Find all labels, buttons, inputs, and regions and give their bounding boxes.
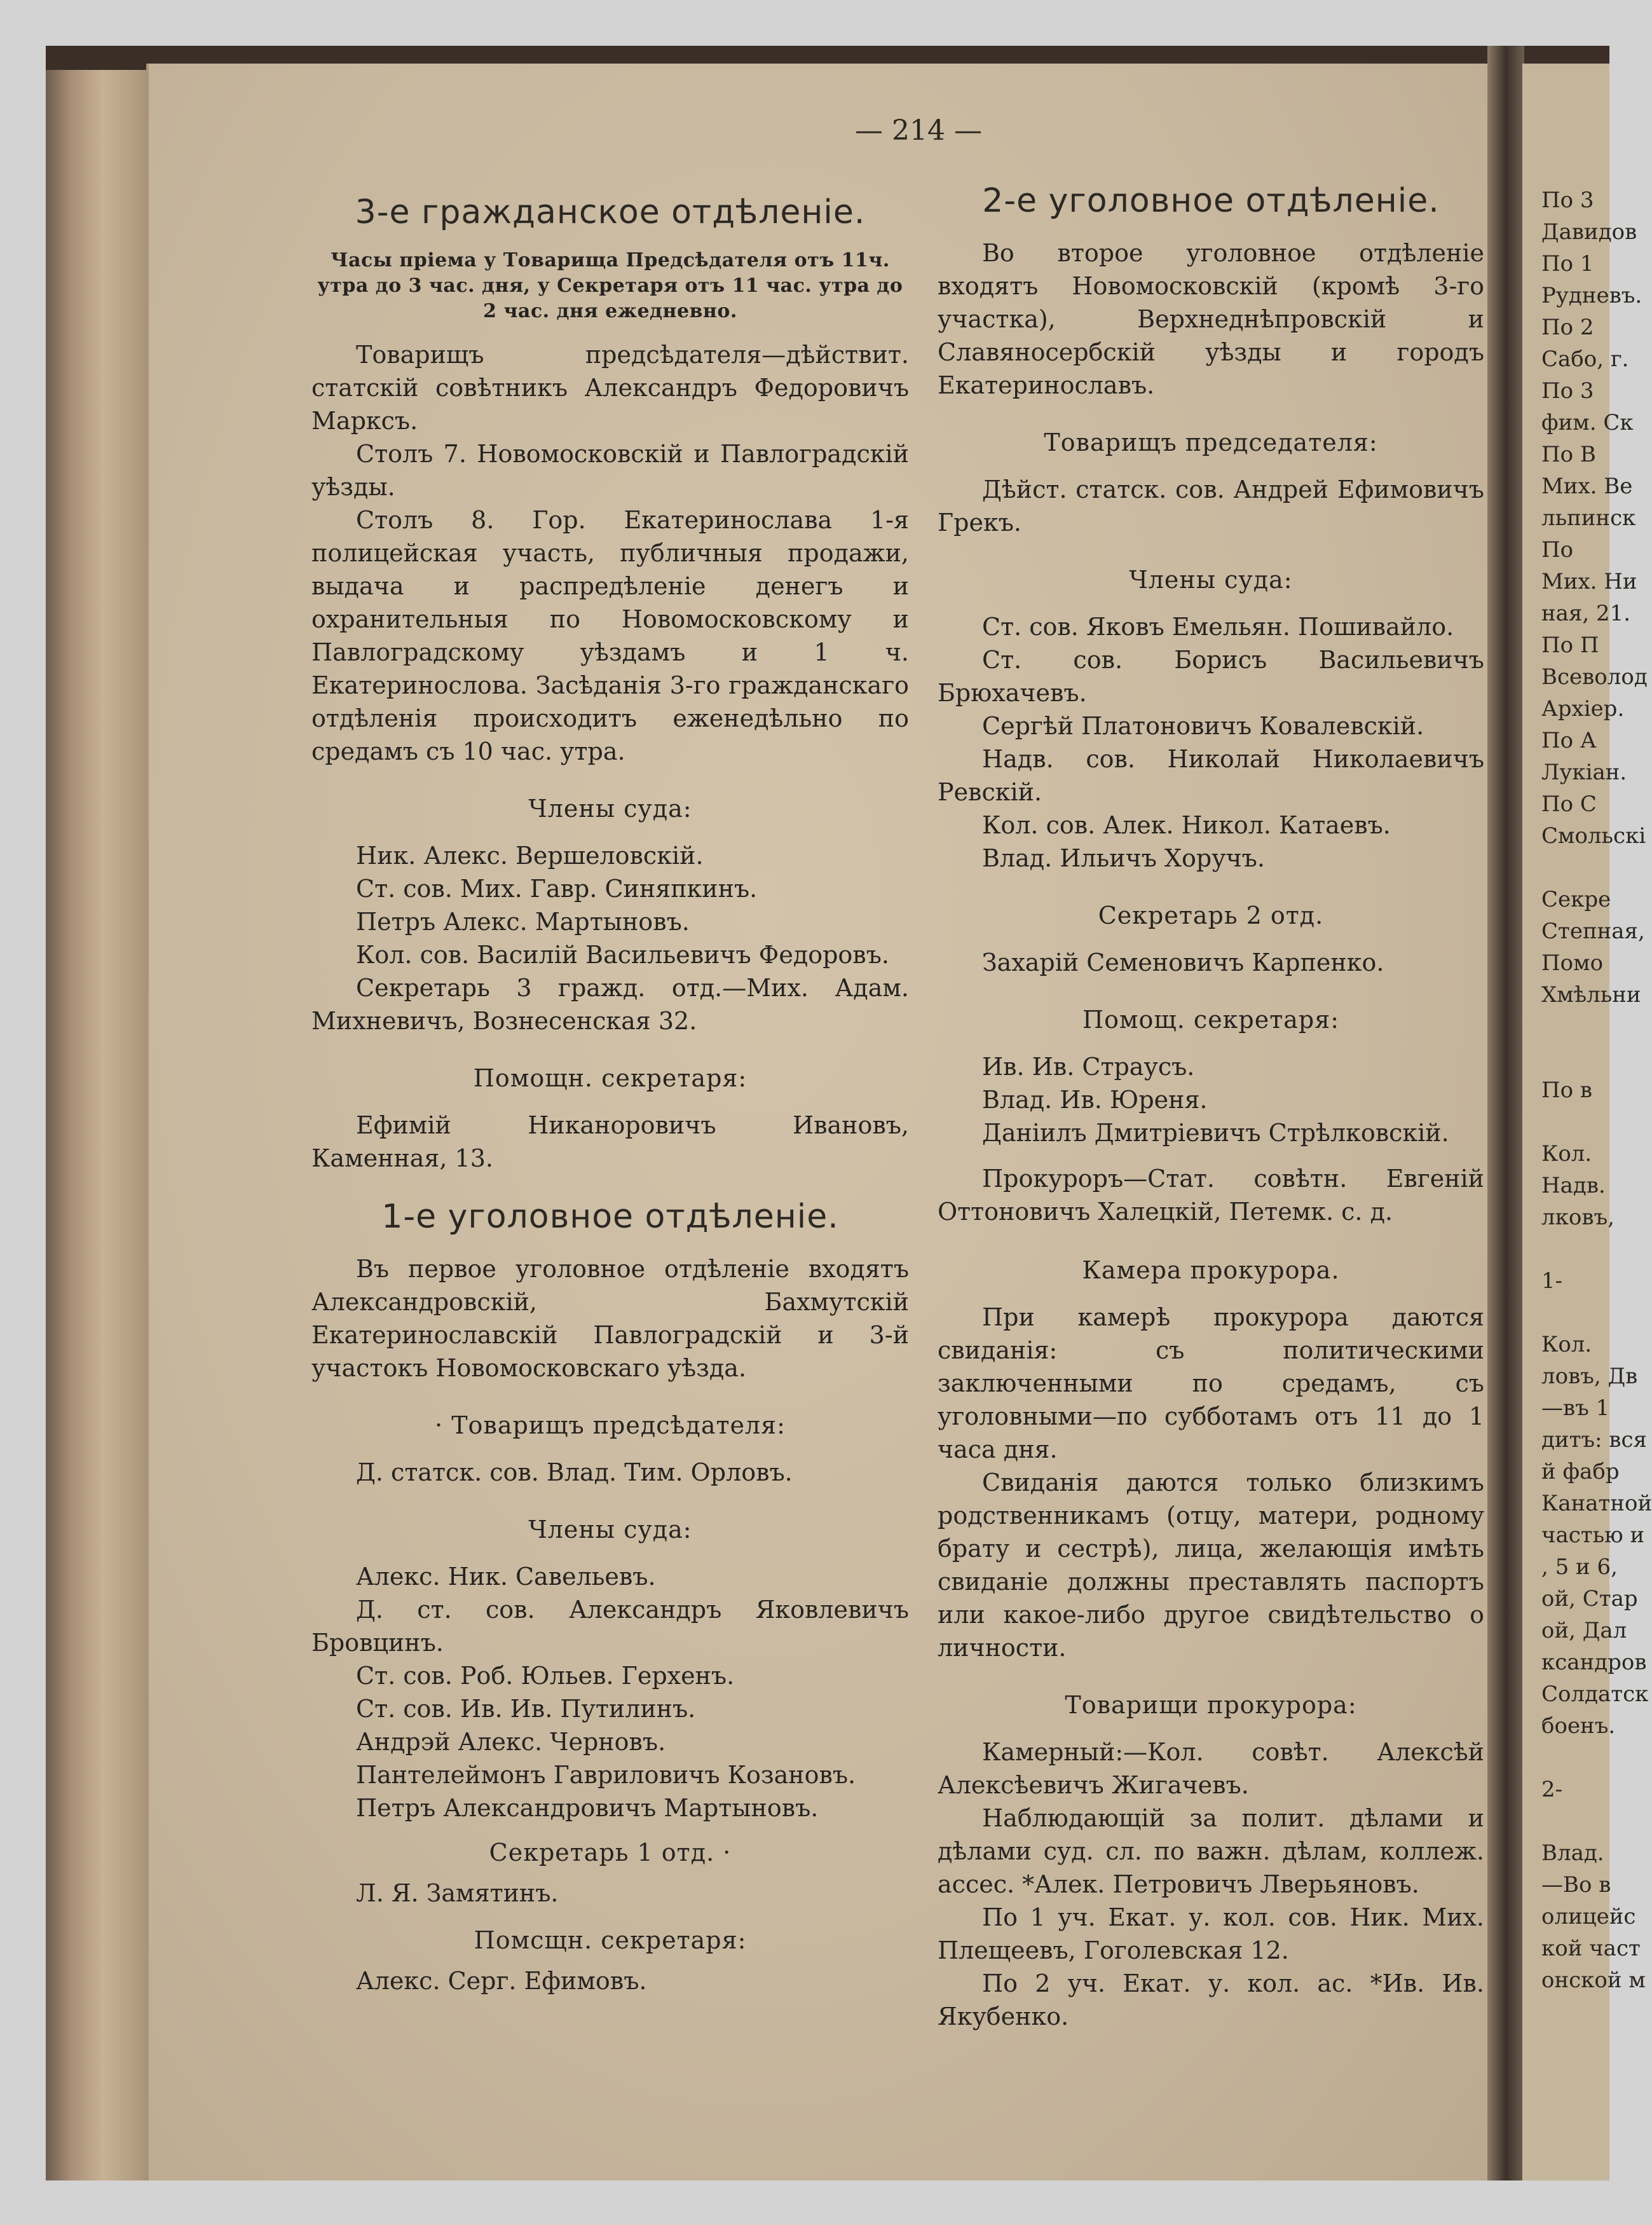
chamber-visit-rules: Свиданія даются только близкимъ родственникамъ (отцу, матери, родному брату и сестрѣ), лица, желающія имѣть свиданіе должны преставлять паспортъ или какое-либо другое свидѣтельство о личности. <box>938 1468 1484 1662</box>
table-7: Столъ 7. Новомосковскій и Павлоградскій уѣзды. <box>311 440 909 501</box>
book-gutter <box>1487 46 1524 2180</box>
right-page-line: По 2 <box>1541 315 1594 340</box>
deputy-district-1: По 1 уч. Екат. у. кол. сов. Ник. Мих. Плещеевъ, Гоголевская 12. <box>938 1903 1484 1964</box>
right-page-line: По В <box>1541 442 1596 467</box>
right-page-line <box>1541 1233 1609 1265</box>
right-page-line <box>1541 1742 1609 1774</box>
criminal-2-member: Сергѣй Платоновичъ Ковалевскій. <box>982 712 1424 740</box>
right-page-line: фим. Ск <box>1541 410 1634 435</box>
right-page-line: Рудневъ. <box>1541 283 1642 308</box>
deputies-prosecutor-title: Товарищи прокурора: <box>1065 1691 1357 1719</box>
deputy-chamber: Камерный:—Кол. совѣт. Алексѣй Алексѣевичъ Жигачевъ. <box>938 1738 1484 1799</box>
reception-hours: Часы пріема у Товарища Предсѣдателя отъ 11ч. утра до 3 час. дня, у Секретаря отъ 11 час. утра до 2 час. дня ежедневно. <box>317 249 903 322</box>
right-page-line: ой, Дал <box>1541 1618 1627 1643</box>
criminal-1-assistant: Алекс. Серг. Ефимовъ. <box>356 1967 647 1995</box>
right-page-line: По С <box>1541 791 1597 817</box>
civil-3-member: Кол. сов. Василій Васильевичъ Федоровъ. <box>356 941 889 969</box>
deputy-district-2: По 2 уч. Екат. у. кол. ас. *Ив. Ив. Якубенко. <box>938 1969 1484 2030</box>
right-page-line <box>1541 852 1609 884</box>
criminal-2-secretary-title: Секретарь 2 отд. <box>1098 901 1324 929</box>
right-page-line: ная, 21. <box>1541 601 1631 626</box>
right-page-line: ксандров <box>1541 1650 1647 1675</box>
criminal-2-assistants-title: Помощ. секретаря: <box>1082 1006 1340 1034</box>
criminal-2-secretary: Захарій Семеновичъ Карпенко. <box>982 948 1384 976</box>
criminal-2-members-title: Члены суда: <box>1129 566 1293 594</box>
right-page-line: По 1 <box>1541 251 1594 277</box>
right-page-line: Архіер. <box>1541 696 1625 722</box>
right-page-line: Мих. Ве <box>1541 474 1633 499</box>
right-page-line: ой, Стар <box>1541 1586 1638 1612</box>
right-page-line: Кол. <box>1541 1141 1592 1167</box>
criminal-1-heading: 1-е уголовное отдѣленіе. <box>381 1198 839 1236</box>
criminal-2-assistant: Влад. Ив. Юреня. <box>982 1086 1208 1114</box>
criminal-1-assistants-title: Помсщн. секретаря: <box>474 1926 747 1954</box>
right-page-line: частью и <box>1541 1523 1645 1548</box>
right-page-line: лковъ, <box>1541 1205 1614 1230</box>
middle-column <box>938 184 1484 2033</box>
right-page-line: —въ 1 <box>1541 1395 1610 1421</box>
criminal-1-member: Петръ Александровичъ Мартыновъ. <box>356 1794 819 1822</box>
right-page-line: Смольскі <box>1541 823 1646 849</box>
civil-3-assistants-title: Помощн. секретаря: <box>473 1064 747 1092</box>
right-page-line: Надв. <box>1541 1173 1606 1198</box>
right-page-line: По А <box>1541 728 1597 753</box>
criminal-1-members-title: Члены суда: <box>528 1516 692 1544</box>
right-page-line: Секре <box>1541 887 1611 912</box>
right-page-line: Всеволод <box>1541 664 1648 690</box>
right-page-line <box>1541 1106 1609 1138</box>
civil-3-assistant: Ефимій Никаноровичъ Ивановъ, Каменная, 13. <box>311 1111 909 1172</box>
civil-3-member: Петръ Алекс. Мартыновъ. <box>356 908 690 936</box>
criminal-2-member: Кол. сов. Алек. Никол. Катаевъ. <box>982 811 1391 839</box>
criminal-1-member: Алекс. Ник. Савельевъ. <box>356 1563 656 1591</box>
criminal-1-deputy: Д. статск. сов. Влад. Тим. Орловъ. <box>356 1458 793 1486</box>
right-page-line <box>1541 1805 1609 1837</box>
criminal-2-intro: Во второе уголовное отдѣленіе входятъ Новомосковскій (кромѣ 3-го участка), Верхнеднѣпровскій и Славяносербскій уѣзды и городъ Екатеринославъ. <box>938 239 1484 399</box>
criminal-2-member: Ст. сов. Яковъ Емельян. Пошивайло. <box>982 613 1454 641</box>
right-page-line: Лукіан. <box>1541 760 1627 785</box>
right-page-line: 2- <box>1541 1777 1563 1802</box>
civil-3-secretary: Секретарь 3 гражд. отд.—Мих. Адам. Михневичъ, Вознесенская 32. <box>311 974 909 1035</box>
right-page-line: По 3 <box>1541 378 1594 404</box>
criminal-1-member: Пантелеймонъ Гавриловичъ Козановъ. <box>356 1761 856 1789</box>
civil-3-member: Ник. Алекс. Вершеловскій. <box>356 842 704 870</box>
criminal-2-assistant: Даніилъ Дмитріевичъ Стрѣлковскій. <box>982 1119 1449 1147</box>
right-page-line: Хмѣльни <box>1541 982 1641 1008</box>
criminal-2-member: Ст. сов. Борисъ Васильевичъ Брюхачевъ. <box>938 646 1484 707</box>
right-page-line: По П <box>1541 633 1599 658</box>
right-page-line: По в <box>1541 1078 1593 1103</box>
criminal-1-deputy-title: · Товарищъ предсѣдателя: <box>435 1411 786 1439</box>
right-page-line <box>1541 1043 1609 1074</box>
right-page-line: , 5 и 6, <box>1541 1554 1618 1580</box>
right-page-line: онской м <box>1541 1968 1646 1993</box>
right-page-line: ловъ, Дв <box>1541 1364 1638 1389</box>
criminal-1-member: Ст. сов. Ив. Ив. Путилинъ. <box>356 1695 696 1723</box>
right-page-line: Помо <box>1541 950 1604 976</box>
criminal-2-assistant: Ив. Ив. Страусъ. <box>982 1053 1195 1081</box>
right-page-line: По 3 <box>1541 188 1594 213</box>
right-page-line: Кол. <box>1541 1332 1592 1357</box>
right-page-line: Сабо, г. <box>1541 346 1629 372</box>
right-page-line: Влад. <box>1541 1840 1604 1866</box>
right-page-line: По <box>1541 537 1574 563</box>
prosecutor: Прокуроръ—Стат. совѣтн. Евгеній Оттоновичъ Халецкій, Петемк. с. д. <box>938 1165 1484 1226</box>
criminal-1-member: Ст. сов. Роб. Юльев. Герхенъ. <box>356 1662 735 1690</box>
right-page-line: боенъ. <box>1541 1713 1616 1739</box>
criminal-2-member: Надв. сов. Николай Николаевичъ Ревскій. <box>938 745 1484 806</box>
criminal-1-member: Д. ст. сов. Александръ Яковлевичъ Бровцинъ. <box>311 1596 909 1657</box>
civil-3-members-title: Члены суда: <box>528 795 692 823</box>
civil-3-member: Ст. сов. Мих. Гавр. Синяпкинъ. <box>356 875 758 903</box>
left-column <box>311 184 909 1997</box>
right-page-line: льпинск <box>1541 505 1636 531</box>
right-page-line: Давидов <box>1541 219 1637 245</box>
right-page-line <box>1541 1297 1609 1329</box>
right-page-line: 1- <box>1541 1268 1563 1294</box>
civil-3-heading: 3-е гражданское отдѣленіе. <box>355 193 866 231</box>
criminal-2-heading: 2-е уголовное отдѣленіе. <box>982 182 1440 220</box>
criminal-2-deputy: Дѣйст. статск. сов. Андрей Ефимовичъ Грекъ. <box>938 476 1484 537</box>
deputy-political: Наблюдающій за полит. дѣлами и дѣлами суд. сл. по важн. дѣлам, коллеж. ассес. *Алек. Петровичъ Лверьяновъ. <box>938 1804 1484 1898</box>
chamber-title: Камера прокурора. <box>1082 1256 1340 1284</box>
criminal-2-deputy-title: Товарищъ председателя: <box>1044 428 1378 456</box>
page-number: — 214 — <box>855 114 982 147</box>
chamber-visits: При камерѣ прокурора даются свиданія: съ политическими заключенными по средамъ, съ уголовными—по субботамъ отъ 11 до 1 часа дня. <box>938 1303 1484 1463</box>
criminal-2-member: Влад. Ильичъ Хоручъ. <box>982 844 1265 872</box>
criminal-1-member: Андрэй Алекс. Черновъ. <box>356 1728 666 1756</box>
right-page-line: дитъ: вся <box>1541 1427 1647 1453</box>
right-page-lines <box>1522 64 1652 1996</box>
civil-3-deputy: Товарищъ предсѣдателя—дѣйствит. статскій совѣтникъ Александръ Федоровичъ Марксъ. <box>311 341 909 435</box>
right-page-line <box>1541 1011 1609 1043</box>
right-page-line: й фабр <box>1541 1459 1620 1484</box>
right-page-line: олицейс <box>1541 1904 1636 1929</box>
right-page-line: Степная, <box>1541 919 1645 944</box>
right-page-line: Канатной <box>1541 1491 1652 1516</box>
right-page-fragment <box>1522 64 1652 2180</box>
right-page-line: Мих. Ни <box>1541 569 1637 594</box>
right-page-line: —Во в <box>1541 1872 1611 1898</box>
right-page-line: кой част <box>1541 1936 1641 1961</box>
table-8: Столъ 8. Гор. Екатеринослава 1-я полицейская участь, публичныя продажи, выдача и распредѣленіе денегъ и охранительныя по Новомосковскому и Павлоградскому уѣздамъ и 1 ч. Екатеринослова. Засѣданія 3-го гражданскаго отдѣленія происходитъ еженедѣльно по средамъ съ 10 час. утра. <box>311 506 909 765</box>
criminal-1-secretary: Л. Я. Замятинъ. <box>356 1879 559 1907</box>
right-page-line: Солдатск <box>1541 1681 1649 1707</box>
criminal-1-secretary-title: Секретарь 1 отд. · <box>489 1838 732 1866</box>
criminal-1-intro: Въ первое уголовное отдѣленіе входятъ Александровскій, Бахмутскій Екатеринославскій Павлоградскій и 3-й участокъ Новомосковскаго уѣзда. <box>311 1255 909 1382</box>
